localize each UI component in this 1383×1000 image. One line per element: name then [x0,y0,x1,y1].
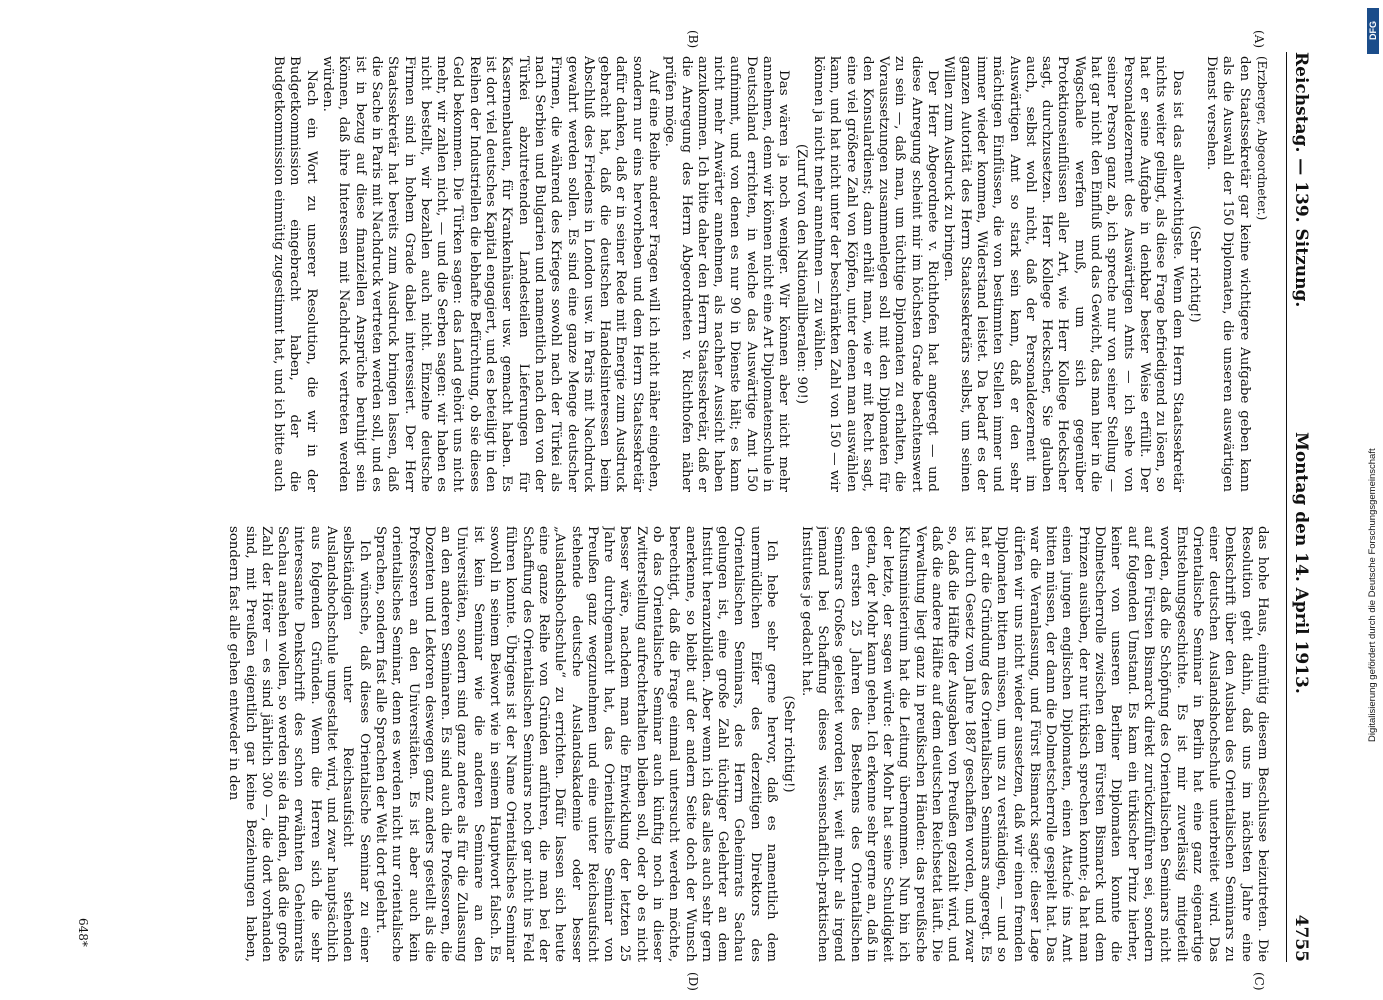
sheet-number: 648* [76,918,90,947]
page-header [1286,52,1315,962]
header-page-number: 4755 [1291,914,1311,962]
interjection: (Zuruf von den Nationalliberalen: 90!) [793,143,809,405]
left-column [90,56,1270,492]
interjection: (Sehr richtig!) [781,695,797,793]
right-column [90,526,1270,962]
paragraph: Das ist das allerwichtigste. Wenn dem Herrn Staatssekretär nichts weiter gelingt, als diese Frage befriedigend zu lösen, so hat er seine Aufgabe in denkbar bester Weise erfüllt. Der Personaldezernent des Auswärtigen Amts — ich sehe von seiner Person ganz ab, ich spreche nur von seiner Stellung — hat gar nicht den Einfluß und das Gewicht, das man hier in die Wagschale werfen muß, um sich gegenüber Protektionseinflüssen aller Art, wie Herr Kollege Heckscher sagt, durchzusetzen. Herr Kollege Heckscher, Sie glauben auch, selbst wohl nicht, daß der Personaldezernent im Auswärtigen Amt so stark sein kann, daß er den sehr mächtigen Einflüssen, die von bestimmten Stellen immer und immer wieder kommen, Widerstand leistet. Da bedarf es der ganzen Autorität des Herrn Staatssekretärs selbst, um seinen Willen zum Ausdruck zu bringen. [941,56,1185,492]
paragraph: Nach ein Wort zu unserer Resolution, die wir in der Budgetkommission eingebracht haben, der die Budgetkommission einmütig zugestimmt hat, und ich bitte auch [271,56,319,492]
paragraph: Auf eine Reihe anderer Fragen will ich nicht näher eingehen, sondern nur eins hervorheben und dem Herrn Staatssekretär dafür danken, daß er in seiner Rede mit Energie zum Ausdruck gebracht hat, daß die deutschen Handelsinteressen beim Abschluß des Friedens in London usw. in Paris mit Nachdruck gewahrt werden sollen. Es sind eine ganze Menge deutscher Firmen, die während des Krieges sowohl nach der Türkei als nach Serbien und Bulgarien und namentlich nach den von der Türkei abzutretenden Landesteilen Lieferungen für Kasernenbauten, für Krankenhäuser usw. gemacht haben. Es ist dort viel deutsches Kapital engagiert, und es beteiligt in den Reihen der Industriellen die lebhafte Befürchtung, ob sie dieses Geld bekommen. Die Türken sagen: das Land gehört uns nicht mehr, wir zahlen nicht, — und die Serben sagen: wir haben es nicht bestellt, wir bezahlen auch nicht. Einzelne deutsche Firmen sind in hohem Grade dabei interessiert. Der Herr Staatssekretär hat bereits zum Ausdruck bringen lassen, daß die Sache in Paris mit Nachdruck vertreten werden soll, und es ist in bezug auf diese finanziellen Ansprüche beruhigt sein können, daß ihre Interessen mit Nachdruck vertreten werden würden. [320,56,662,492]
margin-marker-a: (A) [1252,30,1266,49]
interjection: (Sehr richtig!) [1186,225,1202,323]
paragraph: Das wären ja noch weniger. Wir können aber nicht mehr annehmen, denn wir können nicht eine Art Diplomatenschule in Deutschland errichten, in welche das Auswärtige Amt 150 aufnimmt, und von denen es nur 90 in Dienste hält; es kann nicht mehr Anwärter annehmen, als nachher Aussicht haben anzukommen. Ich bitte daher den Herrn Staatssekretär, daß er die Anregung des Herrn Abgeordneten v. Richthofen näher prüfen möge. [662,56,792,492]
paragraph: Ich wünsche, daß dieses Orientalische Seminar zu einer selbständigen unter Reichsaufsicht stehenden Auslandshochschule umgestaltet wird, und zwar hauptsächlich aus folgenden Gründen. Wenn die Herren sich die sehr interessante Denkschrift des schon erwähnten Geheimrats Sachau ansehen wollen, so werden sie da finden, daß die große Zahl der Hörer — es sind jährlich 300 —, die dort vorhanden sind, mit Preußen eigentlich gar keine Beziehungen haben, sondern fast alle gehen entweder in den [226,526,372,962]
watermark-text: Digitalisierung gefördert durch die Deutsche Forschungsgemeinschaft [1367,448,1378,742]
paragraph: den Staatssekretär gar keine wichtigere Aufgabe geben kann als die Auswahl der 150 Diplomaten, die unseren auswärtigen Dienst versehen. [1204,56,1252,492]
digitization-watermark [1367,8,1379,998]
margin-marker-c: (C) [1252,972,1266,991]
speaker-label: (Erzberger, Abgeordneter.) [1255,56,1269,221]
header-date: Montag den 14. April 1913. [1291,432,1311,694]
paragraph: das hohe Haus, einmütig diesem Beschlusse beizutreten. Die Resolution geht dahin, daß uns im nächsten Jahre eine Denkschrift über den Ausbau des Orientalischen Seminars zu einer deutschen Auslandshochschule unterbreitet wird. Das Orientalische Seminar in Berlin hat eine ganz eigenartige Entstehungsgeschichte. Es ist mir zuverlässig mitgeteilt worden, daß die Schöpfung des Orientalischen Seminars nicht auf den Fürsten Bismarck direkt zurückzuführen sei, sondern auf folgenden Umstand. Es kam ein türkischer Prinz hierher, keiner von unseren Berliner Diplomaten konnte die Dolmetscherrolle zwischen dem Fürsten Bismarck und dem Prinzen ausüben, der nur türkisch sprechen konnte; da hat man einen jungen englischen Diplomaten, einen Attaché ins Amt bitten müssen, der dann die Dolmetscherrolle gespielt hat. Das war die Veranlassung, und Fürst Bismarck sagte: dieser Lage dürfen wir uns nicht wieder aussetzen, daß wir einen fremden Diplomaten bitten müssen, um uns zu verständigen, — und so hat er die Gründung des Orientalischen Seminars angeregt. Es ist durch Gesetz vom Jahre 1887 geschaffen worden, und zwar so, daß die Hälfte der Ausgaben von Preußen gezahlt wird, und daß die andere Hälfte auf dem deutschen Reichsetat läuft. Die Verwaltung liegt ganz in preußischen Händen: das preußische Kultusministerium hat die Leitung übernommen. Nun bin ich der letzte, der sagen würde: der Mohr hat seine Schuldigkeit getan, der Mohr kann gehen. Ich erkenne sehr gerne an, daß in den ersten 25 Jahren des Bestehens des Orientalischen Seminars Großes geleistet worden ist, weit mehr als irgend jemand bei Schaffung dieses wissenschaftlich-praktischen Institutes je gedacht hat. [798,526,1270,962]
dfg-logo: DFG [1367,8,1379,54]
paragraph: Der Herr Abgeordnete v. Richthofen hat angeregt — und diese Anregung scheint mir im höchsten Grade beachtenswert zu sein —, daß man, um tüchtige Diplomaten zu erhalten, die Voraussetzungen zusammenlegen soll mit den Diplomaten für den Konsulardienst; dann erhält man, wie er mit Recht sagt, eine viel größere Zahl von Köpfen, unter denen man auswählen kann, und hat nicht unter der beschränkten Zahl von 150 — wir können ja nicht mehr annehmen — zu wählen. [810,56,941,492]
paragraph: Ich hebe sehr gerne hervor, daß es namentlich dem unermüdlichen Eifer des derzeitigen Direktors des Orientalischen Seminars, des Herrn Geheimrats Sachau gelungen ist, eine große Zahl tüchtiger Gelehrter an dem Institut heranzubilden. Aber wenn ich das alles auch sehr gern anerkenne, so bleibt auf der andern Seite doch der Wunsch berechtigt, daß die Frage einmal untersucht werden möchte, ob das Orientalische Seminar auch künftig noch in dieser Zwitterstellung aufrechterhalten bleiben soll, oder ob es nicht besser wäre, nachdem man die Entwicklung der letzten 25 Jahre durchgemacht hat, das Orientalische Seminar von Preußen ganz wegzunehmen und eine unter Reichsaufsicht stehende deutsche Auslandsakademie oder besser „Auslandshochschule“ zu errichten. Dafür lassen sich heute eine ganze Reihe von Gründen anführen, die man bei der Schaffung des Orientalischen Seminars noch gar nicht ins Feld führen konnte. Übrigens ist der Name Orientalisches Seminar sowohl in seinem Beiwort wie in seinem Hauptwort falsch. Es ist kein Seminar wie die anderen Seminare an den Universitäten, sondern sind ganz andere als für die Zulassung an den anderen Seminaren. Es sind auch die Professoren, die Dozenten und Lektoren deswegen ganz anders gestellt als die Professoren an den Universitäten. Es ist aber auch kein orientalisches Seminar, denn es werden nicht nur orientalische Sprachen, sondern fast alle Sprachen der Welt dort gelehrt. [372,526,780,962]
margin-marker-d: (D) [686,972,700,991]
margin-marker-b: (B) [686,30,700,49]
header-section-title: Reichstag. — 139. Sitzung. [1291,52,1311,308]
